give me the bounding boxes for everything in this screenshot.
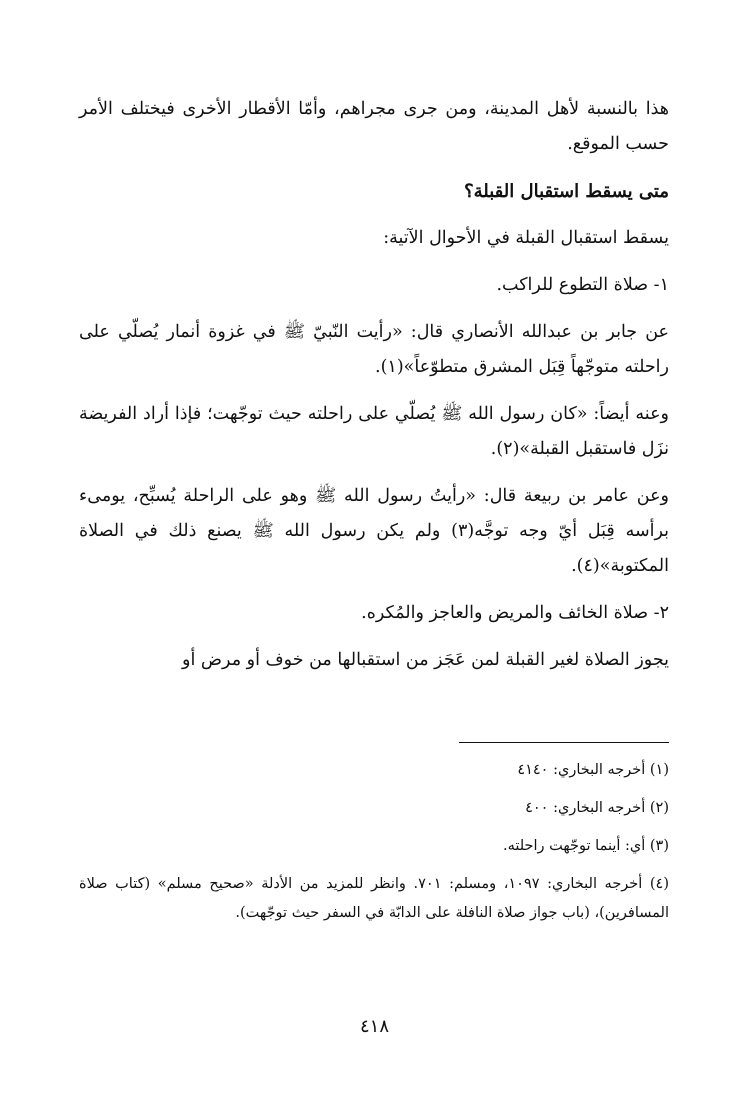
footnote-divider (459, 742, 669, 743)
page-number: ٤١٨ (359, 1016, 389, 1037)
list-item-1: ١- صلاة التطوع للراكب. (496, 275, 669, 295)
paragraph-hadith-amir: وعن عامر بن ربيعة قال: «رأيتُ رسول الله ﷺ وهو على الراحلة يُسبِّح، يومىء برأسه قِبَل أيّ وجه توجَّه(٣) ولم يكن رسول الله ﷺ يصنع ذلك في الصلاة المكتوبة»(٤). (79, 486, 669, 576)
main-text (79, 92, 669, 690)
paragraph-permission: يجوز الصلاة لغير القبلة لمن عَجَز من استقبالها من خوف أو مرض أو (182, 650, 669, 670)
section-heading: متى يسقط استقبال القبلة؟ (464, 181, 669, 202)
list-item-2: ٢- صلاة الخائف والمريض والعاجز والمُكره. (361, 603, 669, 623)
paragraph-hadith-jabir-2: وعنه أيضاً: «كان رسول الله ﷺ يُصلّي على راحلته حيث توجّهت؛ فإذا أراد الفريضة نزَل فاستقبل القبلة»(٢). (79, 404, 669, 459)
footnote-1: (١) أخرجه البخاري: ٤١٤٠ (517, 762, 669, 778)
footnote-3: (٣) أي: أينما توجّهت راحلته. (502, 838, 669, 854)
footnote-2: (٢) أخرجه البخاري: ٤٠٠ (525, 800, 669, 816)
footnotes (79, 756, 669, 937)
paragraph-intro: هذا بالنسبة لأهل المدينة، ومن جرى مجراهم، وأمّا الأقطار الأخرى فيختلف الأمر حسب الموقع. (79, 99, 669, 154)
footnote-4: (٤) أخرجه البخاري: ١٠٩٧، ومسلم: ٧٠١. وانظر للمزيد من الأدلة «صحيح مسلم» (كتاب صلاة المسافرين)، (باب جواز صلاة النافلة على الدابّة في السفر حيث توجّهت). (79, 876, 669, 921)
paragraph-conditions: يسقط استقبال القبلة في الأحوال الآتية: (383, 228, 669, 248)
paragraph-hadith-jabir: عن جابر بن عبدالله الأنصاري قال: «رأيت النّبيّ ﷺ في غزوة أنمار يُصلّي على راحلته متوجّهاً قِبَل المشرق متطوّعاً»(١). (79, 322, 669, 377)
